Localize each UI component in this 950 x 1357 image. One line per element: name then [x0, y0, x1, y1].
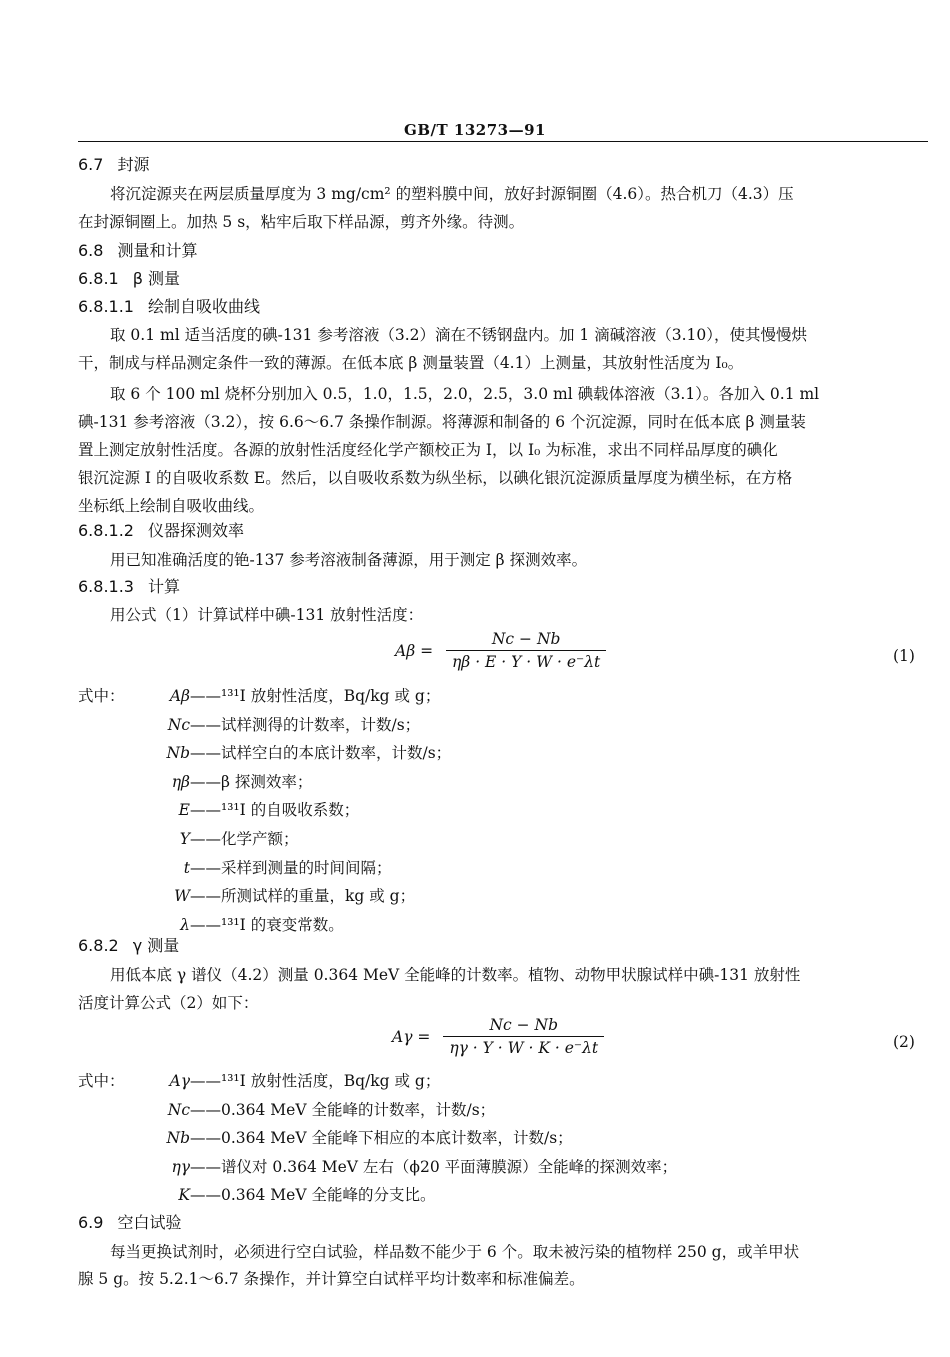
paragraph-line: 用公式（1）计算试样中碘-131 放射性活度： [110, 606, 424, 624]
formula-numerator: Nc − Nb [489, 1016, 559, 1034]
section-title: 测量和计算 [117, 241, 198, 260]
equation-number: (1) [893, 647, 915, 665]
definition-dash: —— [190, 1186, 221, 1205]
definition-text: ¹³¹I 放射性活度，Bq/kg 或 g； [221, 1072, 441, 1090]
section-title: β 测量 [132, 269, 181, 288]
formula-numerator: Nc − Nb [491, 630, 561, 648]
definition-symbol: Aβ [169, 687, 190, 705]
definition-row [78, 884, 415, 906]
section-number: 6.7 [78, 155, 104, 174]
definition-symbol: t [183, 858, 190, 877]
definition-dash: —— [190, 1072, 221, 1090]
definition-text: 化学产额； [221, 830, 299, 848]
section-6-9-heading [78, 1210, 181, 1233]
definition-text: 0.364 MeV 全能峰的分支比。 [221, 1186, 436, 1205]
definition-symbol: ηγ [171, 1157, 190, 1176]
paragraph-line: 银沉淀源 I 的自吸收系数 E。然后，以自吸收系数为纵坐标，以碘化银沉淀源质量厚度为横坐标，在方格 [78, 469, 793, 487]
definition-row [78, 741, 451, 763]
definition-symbol: K [178, 1186, 190, 1205]
paragraph-line: 在封源铜圈上。加热 5 s，粘牢后取下样品源，剪齐外缘。待测。 [78, 213, 525, 231]
where-lead: 式中： [78, 1072, 125, 1090]
section-number: 6.8 [78, 241, 104, 260]
definition-row [78, 827, 299, 849]
section-title: 计算 [147, 577, 180, 596]
paragraph-line: 腺 5 g。按 5.2.1～6.7 条操作，并计算空白试样平均计数率和标准偏差。 [78, 1270, 585, 1288]
paragraph-line: 取 6 个 100 ml 烧杯分别加入 0.5，1.0，1.5，2.0，2.5，3.0 ml 碘载体溶液（3.1）。各加入 0.1 ml [110, 385, 820, 403]
definition-symbol: E [178, 801, 190, 820]
section-6-8-1-heading [78, 266, 180, 289]
paragraph-line: 每当更换试剂时，必须进行空白试验，样品数不能少于 6 个。取未被污染的植物样 250 g，或羊甲状 [110, 1243, 800, 1261]
definition-symbol: Nc [167, 715, 190, 734]
paragraph-line: 干，制成与样品测定条件一致的薄源。在低本底 β 测量装置（4.1）上测量，其放射性活度为 I₀。 [78, 354, 744, 372]
definition-text: ¹³¹I 放射性活度，Bq/kg 或 g； [221, 687, 441, 705]
equation-number: (2) [893, 1033, 915, 1051]
definition-symbol: Nc [167, 1100, 190, 1119]
definition-symbol: Nb [166, 1129, 190, 1148]
definition-dash: —— [190, 1157, 221, 1176]
section-title: 绘制自吸收曲线 [147, 297, 260, 316]
definition-text: 所测试样的重量，kg 或 g； [221, 887, 416, 906]
definition-dash: —— [190, 687, 221, 705]
paragraph-line: 活度计算公式（2）如下： [78, 994, 259, 1012]
definition-row [78, 1155, 677, 1177]
definition-dash: —— [190, 887, 221, 906]
definition-dash: —— [190, 915, 221, 934]
definition-text: 试样测得的计数率，计数/s； [221, 715, 421, 734]
definition-row [78, 1098, 495, 1120]
formula-1 [395, 630, 606, 671]
paragraph-line: 将沉淀源夹在两层质量厚度为 3 mg/cm² 的塑料膜中间，放好封源铜圈（4.6）。热合机刀（4.3）压 [110, 185, 794, 203]
section-number: 6.8.1.2 [78, 521, 134, 540]
definition-text: 采样到测量的时间间隔； [221, 858, 392, 877]
section-title: 仪器探测效率 [147, 521, 244, 540]
section-number: 6.8.1 [78, 269, 119, 288]
definition-row [78, 1183, 435, 1205]
definition-text: 0.364 MeV 全能峰的计数率，计数/s； [221, 1100, 496, 1119]
paragraph-line: 坐标纸上绘制自吸收曲线。 [78, 497, 265, 515]
definition-text: 0.364 MeV 全能峰下相应的本底计数率，计数/s； [221, 1129, 573, 1148]
definition-row [78, 798, 359, 820]
definition-symbol: Y [179, 830, 190, 848]
section-6-7-heading [78, 152, 149, 175]
formula-denominator: ηγ · Y · W · K · e⁻λt [443, 1036, 604, 1057]
definition-symbol: Aγ [169, 1072, 190, 1090]
section-6-8-1-2-heading [78, 518, 244, 541]
section-number: 6.8.1.3 [78, 577, 134, 596]
formula-lhs: Aβ = [395, 641, 434, 660]
formula-fraction [443, 1016, 604, 1057]
section-6-8-2-heading [78, 933, 179, 956]
definition-text: ¹³¹I 的衰变常数。 [221, 915, 344, 934]
definition-dash: —— [190, 858, 221, 877]
section-title: 封源 [117, 155, 150, 174]
definition-row [78, 1126, 573, 1148]
section-title: 空白试验 [117, 1213, 182, 1232]
definition-row [78, 1069, 440, 1091]
formula-lhs: Aγ = [392, 1027, 431, 1046]
definition-row [78, 856, 392, 878]
definition-row [78, 684, 440, 706]
where-lead: 式中： [78, 687, 125, 705]
formula-2 [392, 1016, 604, 1057]
section-number: 6.9 [78, 1213, 104, 1232]
definition-text: β 探测效率； [221, 772, 313, 791]
definition-text: ¹³¹I 的自吸收系数； [221, 801, 360, 820]
definition-dash: —— [190, 715, 221, 734]
section-6-8-1-3-heading [78, 574, 180, 597]
formula-fraction [446, 630, 606, 671]
paragraph-line: 取 0.1 ml 适当活度的碘-131 参考溶液（3.2）滴在不锈钢盘内。加 1 滴碱溶液（3.10），使其慢慢烘 [110, 326, 807, 344]
definition-symbol: λ [180, 915, 190, 934]
paragraph-line: 碘-131 参考溶液（3.2），按 6.6～6.7 条操作制源。将薄源和制备的 6 个沉淀源，同时在低本底 β 测量装 [78, 413, 806, 431]
definition-row [78, 913, 344, 935]
header-rule [78, 141, 928, 142]
definition-symbol: Nb [166, 744, 190, 763]
section-number: 6.8.2 [78, 936, 119, 955]
definition-dash: —— [190, 1100, 221, 1119]
section-6-8-1-1-heading [78, 294, 260, 317]
definition-dash: —— [190, 772, 221, 791]
section-title: γ 测量 [132, 936, 180, 955]
definition-dash: —— [190, 830, 221, 848]
section-number: 6.8.1.1 [78, 297, 134, 316]
definition-symbol: W [174, 887, 190, 906]
definition-text: 谱仪对 0.364 MeV 左右（ϕ20 平面薄膜源）全能峰的探测效率； [221, 1157, 678, 1176]
definition-dash: —— [190, 1129, 221, 1148]
definition-text: 试样空白的本底计数率，计数/s； [221, 744, 452, 763]
paragraph-line: 用低本底 γ 谱仪（4.2）测量 0.364 MeV 全能峰的计数率。植物、动物甲状腺试样中碘-131 放射性 [110, 966, 801, 984]
paragraph-line: 置上测定放射性活度。各源的放射性活度经化学产额校正为 I，以 I₀ 为标准，求出不同样品厚度的碘化 [78, 441, 778, 459]
standard-code: GB/T 13273—91 [404, 121, 546, 139]
definition-row [78, 713, 420, 735]
definition-row [78, 770, 312, 792]
definition-dash: —— [190, 801, 221, 820]
paragraph-line: 用已知准确活度的铯-137 参考溶液制备薄源，用于测定 β 探测效率。 [110, 551, 588, 569]
section-6-8-heading [78, 238, 197, 261]
definition-dash: —— [190, 744, 221, 763]
formula-denominator: ηβ · E · Y · W · e⁻λt [446, 650, 606, 671]
definition-symbol: ηβ [171, 772, 190, 791]
